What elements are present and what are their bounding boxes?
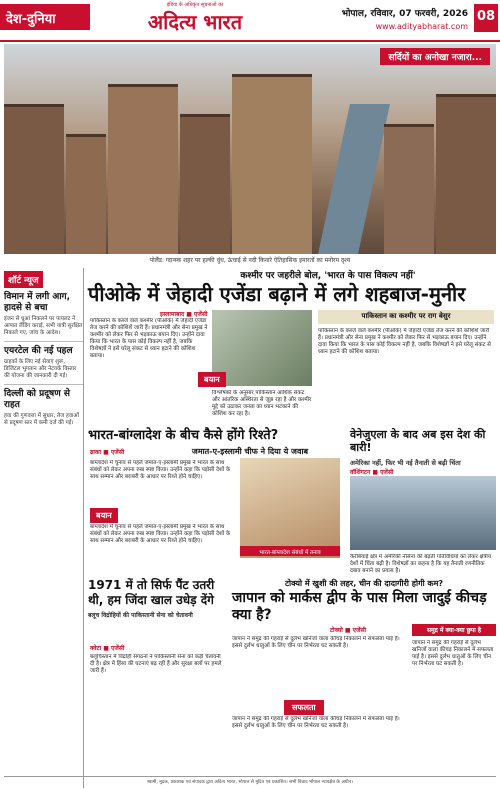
story5-kicker: टोक्यो में खुशी की लहर, चीन की दादागीरी होगी कम? (284, 579, 444, 588)
short-news-text: इंजन से धुआं निकलने पर पायलट ने आपात लैंडिंग कराई, सभी यात्री सुरक्षित निकाले गए, जांच के आदेश। (4, 316, 83, 336)
logo-tagline: इंडिया के अधिकृत सूचनाओं का (166, 2, 224, 8)
story1-kicker: कश्मीर पर जहरीले बोल, 'भारत के पास विकल्प नहीं' (240, 271, 416, 281)
story3-byline: वॉशिंगटन ■ एजेंसी (350, 469, 394, 476)
story5-headline[interactable]: जापान को मार्कस द्वीप के पास मिला जादुई कीचड़ क्या है? (232, 590, 487, 623)
section-label: देश-दुनिया (0, 4, 90, 30)
story1-sidebox-body: पाकिस्तान के कब्जे वाले कश्मीर (पीओके) में जेहादी एजेंडा तेज करने की कोशिशें जारी हैं। प्रधानमंत्री और सेना प्रमुख ने कश्मीर को लेकर फिर से भड़काऊ बयान दिए। उन्होंने दावा किया कि भारत के पास कोई विकल्प नहीं है, जबकि विशेषज्ञों ने इसे घरेलू संकट से ध्यान हटाने की कोशिश बताया। (318, 328, 491, 355)
masthead (0, 0, 500, 42)
photo-tag: सर्दियों का अनोखा नजारा... (380, 48, 490, 65)
story3-body: कैरेबियाई क्षेत्र में अमेरिकी नौसेना की बढ़ती गतिविधियों को लेकर क्षेत्रीय देशों में चिंता बढ़ी है। विशेषज्ञों का कहना है कि यह तैनाती रणनीतिक दबाव बनाने का प्रयास है। (350, 554, 492, 574)
website-link[interactable]: www.adityabharat.com (375, 22, 468, 31)
story4-box (88, 578, 224, 640)
dateline: भोपाल, रविवार, 07 फरवरी, 2026 (341, 9, 468, 19)
story5-body: जापान ने समुद्र की गहराई से दुर्लभ खनिजों वाला कीचड़ निकालने में सफलता पाई है। इससे दुर्लभ धातुओं के लिए चीन पर निर्भरता घट सकती है। (232, 636, 400, 649)
story3-headline[interactable]: वेनेजुएला के बाद अब इस देश की बारी! (350, 428, 486, 454)
story1-tag: बयान (198, 372, 226, 387)
story2-body: बांग्लादेश में चुनाव से पहले जमात-ए-इस्लामी प्रमुख ने भारत के साथ संबंधों को लेकर अपना रुख स्पष्ट किया। उन्होंने कहा कि पड़ोसी देशों के साथ सम्मान और बराबरी के आधार पर रिश्ते होने चाहिए। (90, 460, 231, 480)
short-news-headline: एयरटेल की नई पहल (4, 346, 73, 356)
story5-tag: सफलता (284, 700, 324, 715)
imprint-line: स्वामी, मुद्रक, प्रकाशक एवं संपादक द्वारा अदित्य भारत, भोपाल से मुद्रित एवं प्रकाशित। सभी विवाद भोपाल न्यायक्षेत्र के अधीन। (4, 776, 496, 785)
short-news-headline: दिल्ली को प्रदूषण से राहत (4, 389, 70, 410)
short-news-text: ग्राहकों के लिए नई सेवाएं शुरू, डिजिटल भुगतान और नेटवर्क विस्तार की योजना की जानकारी दी गई। (4, 359, 77, 379)
short-news-text: हवा की गुणवत्ता में सुधार, तेज हवाओं से प्रदूषण स्तर में कमी दर्ज की गई। (4, 413, 79, 426)
divider (4, 384, 83, 385)
story1-photo (212, 310, 312, 386)
divider (4, 341, 83, 342)
story4-byline: क्वेटा ■ एजेंसी (90, 645, 125, 652)
lead-photo (4, 44, 496, 254)
story5-body-cont: जापान ने समुद्र की गहराई से दुर्लभ खनिजों वाला कीचड़ निकालने में सफलता पाई है। इससे दुर्लभ धातुओं के लिए चीन पर निर्भरता घट सकती है। (232, 716, 400, 729)
story3-subhead: अमेरिका नहीं, फिर भी नई तैनाती से बढ़ी चिंता (350, 459, 461, 467)
photo-caption: पोलैंड: ग्दान्स्क शहर पर हल्की धुंध, ऊंचाई से नदी किनारे ऐतिहासिक इमारतों का मनोरम दृश्य (149, 257, 351, 264)
short-news-headline: विमान में लगी आग, हादसे से बचा (4, 292, 71, 313)
story1-headline[interactable]: पीओके में जेहादी एजेंडा बढ़ाने में लगे शहबाज-मुनीर (88, 282, 466, 306)
story2-tag: बयान (90, 508, 118, 523)
newspaper-logo (110, 2, 280, 36)
short-news-tag: शॉर्ट न्यूज (4, 271, 43, 288)
logo-title: अदित्य भारत (147, 10, 243, 34)
story5-sidebox-head: समुद्र में क्या-क्या छुपा है (412, 624, 496, 636)
story2-photo-caption: भारत-बांग्लादेश संबंधों में तनाव (240, 546, 340, 556)
story2-subhead: जमात-ए-इस्लामी चीफ ने दिया ये जवाब (191, 447, 309, 456)
story1-sidebox-head: पाकिस्तान का कश्मीर पर राग बेसुर (318, 310, 494, 324)
story4-body: बलूचिस्तान में विद्रोही संगठनों ने पाकिस्तानी सेना को कड़ी चेतावनी दी है। क्षेत्र में हिंसा की घटनाएं बढ़ रही हैं और सुरक्षा बलों पर हमले जारी हैं। (90, 654, 222, 674)
short-news-column (4, 268, 84, 788)
story5-byline: टोक्यो ■ एजेंसी (330, 627, 367, 634)
story2-headline[interactable]: भारत-बांग्लादेश के बीच कैसे होंगे रिश्ते? (88, 428, 279, 443)
story3-photo (350, 476, 496, 550)
story1-byline: इस्लामाबाद ■ एजेंसी (160, 311, 208, 318)
story2-byline: ढाका ■ एजेंसी (90, 449, 125, 456)
story1-body-cont: विश्लेषकों के अनुसार पाकिस्तान आर्थिक संकट और आंतरिक अस्थिरता से जूझ रहा है और कश्मीर मुद्दे को उठाकर जनता का ध्यान भटकाने की कोशिश कर रहा है। (212, 390, 312, 417)
river (318, 104, 390, 254)
story2-body-cont: बांग्लादेश में चुनाव से पहले जमात-ए-इस्लामी प्रमुख ने भारत के साथ संबंधों को लेकर अपना रुख स्पष्ट किया। उन्होंने कहा कि पड़ोसी देशों के साथ सम्मान और बराबरी के आधार पर रिश्ते होने चाहिए। (90, 524, 231, 544)
story4-subhead: बलूच विद्रोहियों की पाकिस्तानी सेना को चेतावनी (88, 612, 193, 619)
story5-sidebox-body: जापान ने समुद्र की गहराई से दुर्लभ खनिजों वाला कीचड़ निकालने में सफलता पाई है। इससे दुर्लभ धातुओं के लिए चीन पर निर्भरता घट सकती है। (412, 640, 494, 667)
page-number: 08 (474, 4, 498, 32)
story1-body: पाकिस्तान के कब्जे वाले कश्मीर (पीओके) में जेहादी एजेंडा तेज करने की कोशिशें जारी हैं। प्रधानमंत्री और सेना प्रमुख ने कश्मीर को लेकर फिर से भड़काऊ बयान दिए। उन्होंने दावा किया कि भारत के पास कोई विकल्प नहीं है, जबकि विशेषज्ञों ने इसे घरेलू संकट से ध्यान हटाने की कोशिश बताया। (90, 318, 208, 359)
story2-photo (240, 458, 340, 558)
story4-headline[interactable]: 1971 में तो सिर्फ पैंट उतरी थी, हम जिंदा खाल उधेड़ देंगे (88, 578, 215, 607)
